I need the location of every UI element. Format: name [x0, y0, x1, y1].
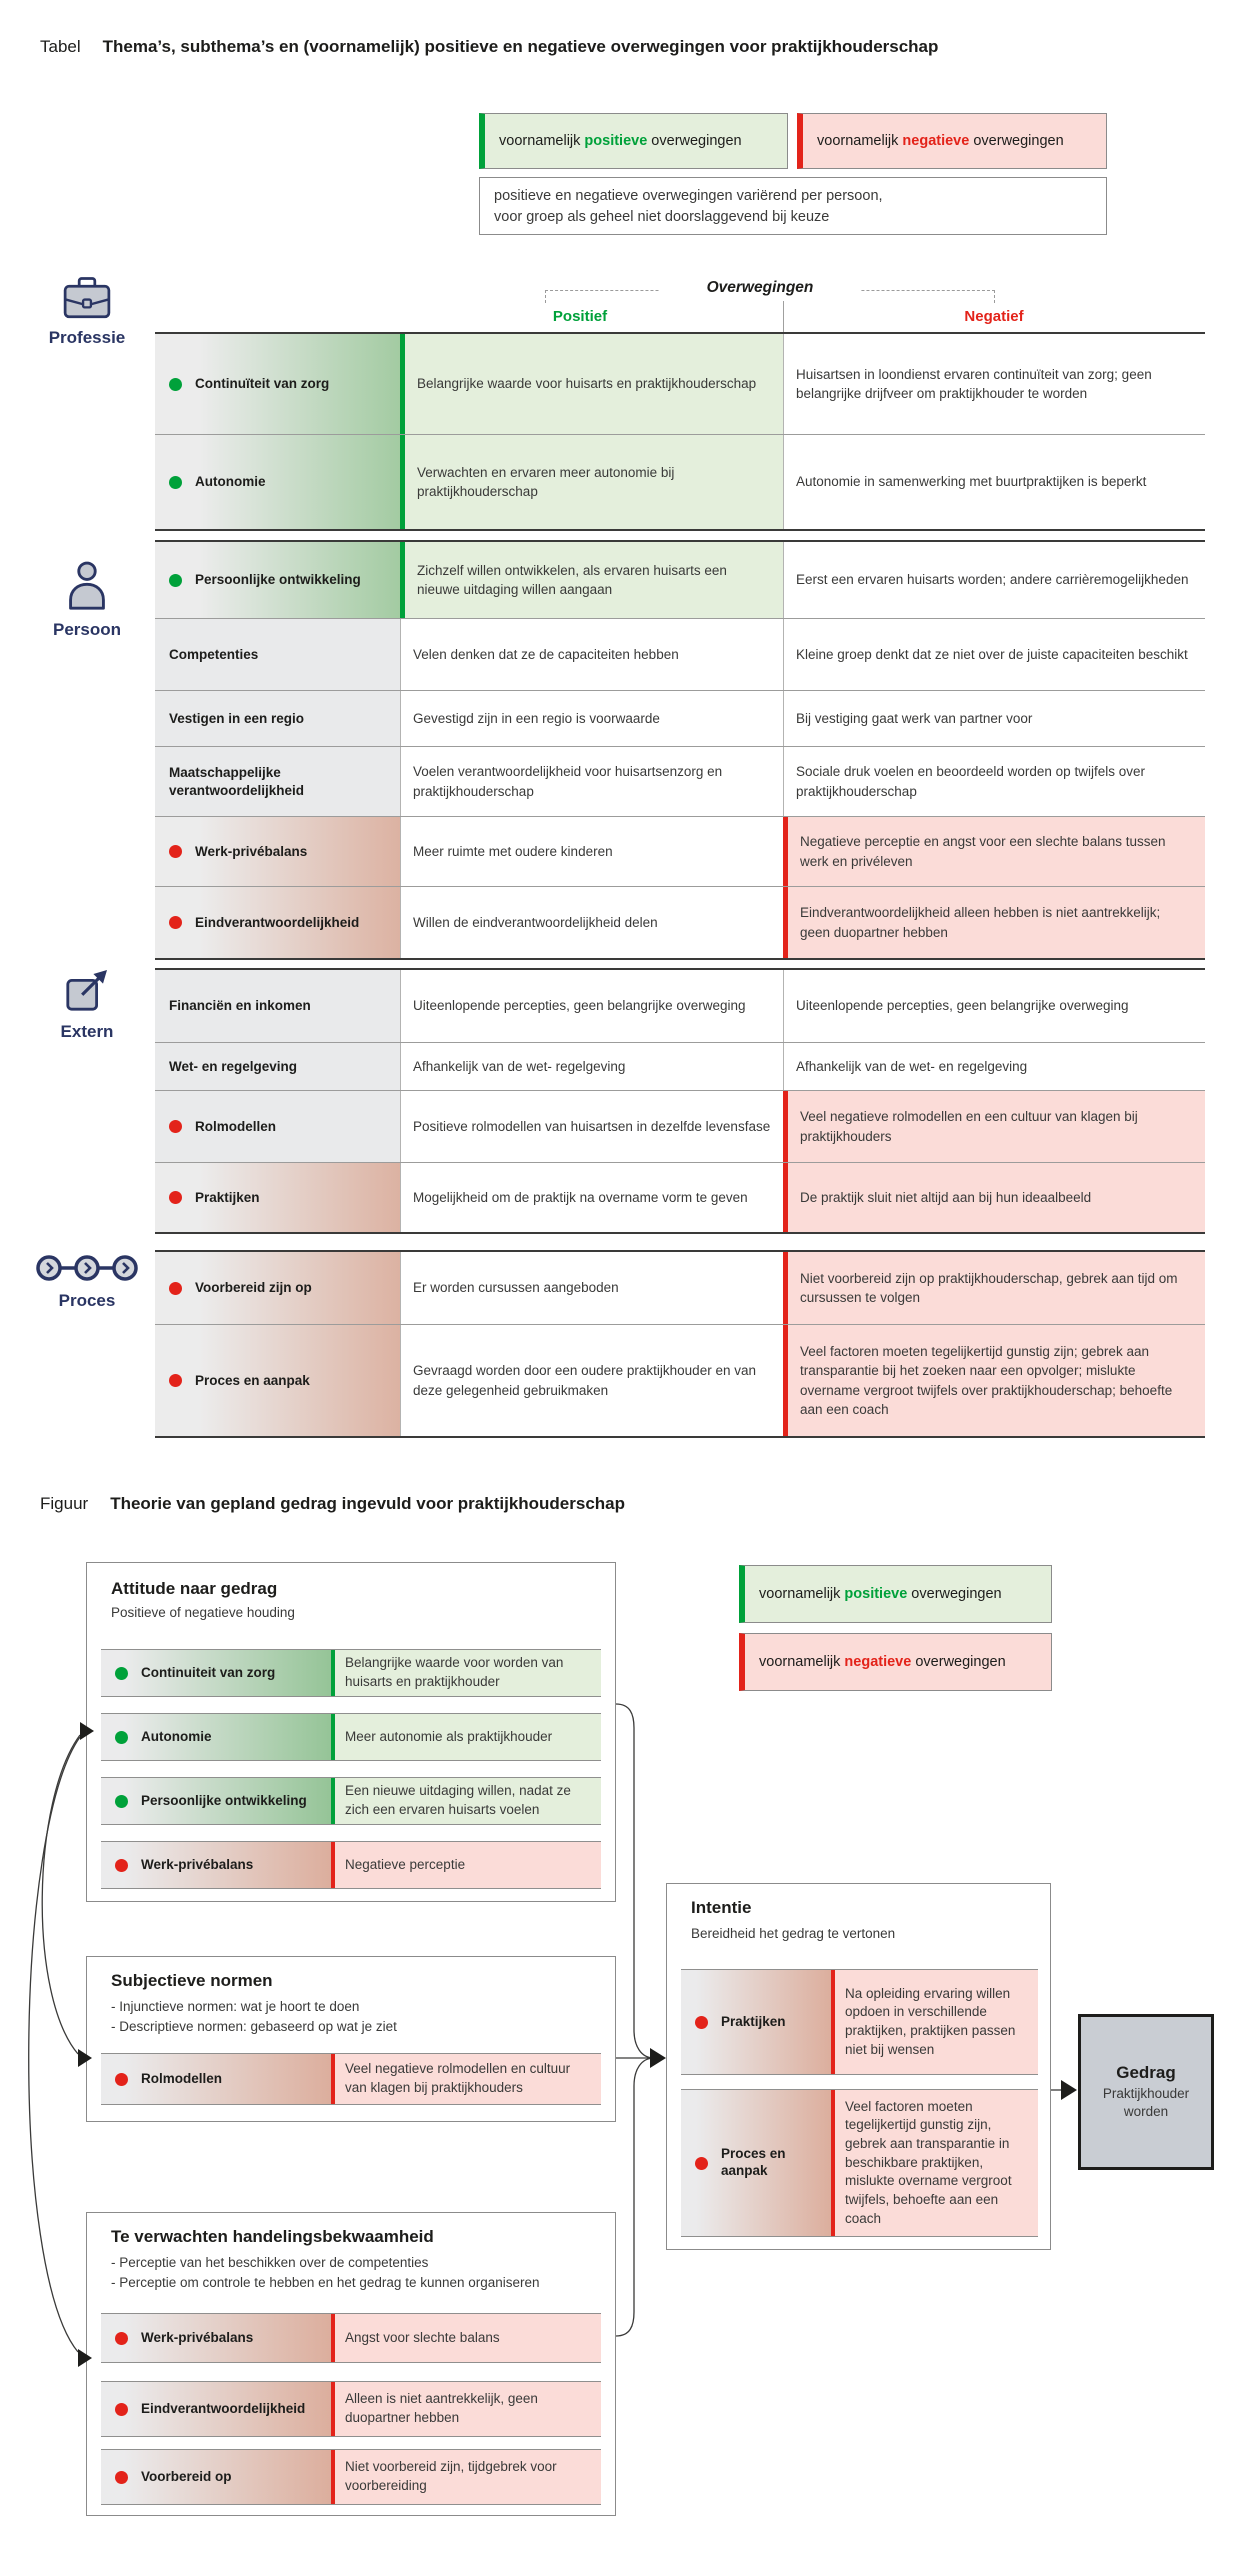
section-extern-label: Extern [60, 1022, 114, 1041]
fig-row-value [331, 2382, 601, 2436]
table-row [155, 1042, 1205, 1090]
fig-row-value [331, 1650, 601, 1696]
theme-label-cell [155, 747, 400, 816]
section-professie-icon-block [27, 276, 147, 348]
fig-row-label-cell [101, 2382, 331, 2436]
figure-kicker: Figuur [40, 1494, 89, 1513]
negative-dot-icon [695, 2157, 708, 2170]
figure-legend-positive-prefix: voornamelijk [759, 1586, 845, 1602]
negative-text: Eerst een ervaren huisarts worden; andere carrièremogelijkheden [796, 572, 1189, 588]
positive-dot-icon [115, 1667, 128, 1680]
table-row [155, 618, 1205, 690]
negative-dot-icon [115, 1859, 128, 1872]
table-row [155, 746, 1205, 816]
theme-label: Financiën en inkomen [169, 998, 311, 1014]
table-title: Thema’s, subthema’s en (voornamelijk) positieve en negatieve overwegingen voor praktijkhouderschap [102, 37, 939, 56]
negative-cell [783, 817, 1205, 886]
positive-cell [400, 747, 783, 816]
table-row [155, 1252, 1205, 1324]
negative-cell [783, 747, 1205, 816]
fig-row-label-cell [101, 1650, 331, 1696]
negative-cell [783, 691, 1205, 746]
positive-cell [400, 1091, 783, 1162]
overwegingen-header: Overwegingen [660, 279, 860, 297]
fig-row-label: Rolmodellen [141, 2070, 223, 2086]
fig-row-value-text: Angst voor slechte balans [345, 2329, 500, 2345]
intentie-row [681, 1969, 1038, 2075]
briefcase-icon [62, 276, 112, 320]
negative-cell [783, 1163, 1205, 1232]
figure-legend-positive-suffix: overwegingen [907, 1586, 1002, 1602]
handelings-title: Te verwachten handelingsbekwaamheid [111, 2227, 434, 2246]
figure-title: Theorie van gepland gedrag ingevuld voor praktijkhouderschap [110, 1494, 626, 1513]
external-link-icon [63, 966, 111, 1014]
process-icon [35, 1253, 139, 1283]
positive-text: Afhankelijk van de wet- regelgeving [413, 1058, 626, 1074]
fig-row-value-text: Na opleiding ervaring willen opdoen in verschillende praktijken, praktijken passen niet bij wensen [845, 1985, 1016, 2057]
fig-row-value-text: Veel factoren moeten tegelijkertijd gunstig zijn, gebrek aan transparantie in beschikbare praktijken, mislukte overname vergroot twijfels, behoefte aan een coach [845, 2098, 1012, 2226]
figure-legend-negative-suffix: overwegingen [911, 1654, 1006, 1670]
attitude-box [86, 1562, 616, 1902]
legend-positive-suffix: overwegingen [647, 133, 742, 149]
theme-label: Voorbereid zijn op [195, 1280, 312, 1296]
fig-row-label: Proces en aanpak [721, 2146, 786, 2178]
theme-label-cell [155, 691, 400, 746]
figure-legend-negative [739, 1633, 1052, 1691]
handelingsbekwaamheid-box [86, 2212, 616, 2516]
theme-label-cell [155, 542, 400, 618]
fig-row-label-cell [681, 2090, 831, 2236]
negative-text: Veel negatieve rolmodellen en een cultuur van klagen bij praktijkhouders [800, 1109, 1138, 1144]
fig-row-label: Autonomie [141, 1728, 212, 1744]
fig-row-value-text: Belangrijke waarde voor worden van huisarts en praktijkhouder [345, 1655, 564, 1689]
theme-label-cell [155, 1043, 400, 1090]
negative-cell [783, 435, 1205, 529]
theme-label: Praktijken [195, 1189, 260, 1205]
gedrag-title: Gedrag [1116, 2062, 1176, 2082]
positive-cell [400, 887, 783, 958]
positive-text: Voelen verantwoordelijkheid voor huisartsenzorg en praktijkhouderschap [413, 764, 723, 799]
normen-row [101, 2053, 601, 2105]
legend-positive-prefix: voornamelijk [499, 133, 585, 149]
fig-row-value-text: Alleen is niet aantrekkelijk, geen duopartner hebben [345, 2391, 538, 2425]
legend-note-line2: voor groep als geheel niet doorslaggevend bij keuze [494, 209, 830, 226]
intentie-subtitle: Bereidheid het gedrag te vertonen [691, 1926, 896, 1941]
negative-cell [783, 887, 1205, 958]
table-kicker: Tabel [40, 37, 81, 56]
theme-label-cell [155, 1252, 400, 1324]
figure-title-block [40, 1494, 625, 1514]
handelings-row [101, 2449, 601, 2505]
theme-label: Persoonlijke ontwikkeling [195, 572, 361, 588]
fig-row-value [331, 2314, 601, 2362]
figure-legend-negative-prefix: voornamelijk [759, 1654, 845, 1670]
table-row [155, 690, 1205, 746]
theme-label-cell [155, 334, 400, 434]
negative-text: Bij vestiging gaat werk van partner voor [796, 710, 1033, 726]
theme-label-cell [155, 1091, 400, 1162]
theme-label-cell [155, 1163, 400, 1232]
extern-table [155, 968, 1205, 1234]
positive-text: Zichzelf willen ontwikkelen, als ervaren huisarts een nieuwe uitdaging willen aangaan [417, 562, 727, 597]
theme-label: Rolmodellen [195, 1118, 277, 1134]
theme-label: Maatschappelijke verantwoordelijkheid [169, 764, 305, 798]
attitude-subtitle: Positieve of negatieve houding [111, 1605, 295, 1620]
positive-cell [400, 1325, 783, 1436]
table-row [155, 970, 1205, 1042]
section-persoon-icon-block [27, 560, 147, 640]
header-column-divider [783, 301, 784, 332]
positief-column-header: Positief [552, 308, 608, 325]
legend-negative-suffix: overwegingen [969, 133, 1064, 149]
negative-text: Kleine groep denkt dat ze niet over de juiste capaciteiten beschikt [796, 646, 1188, 662]
handelings-row [101, 2381, 601, 2437]
negative-dot-icon [115, 2073, 128, 2086]
positive-dot-icon [115, 1731, 128, 1744]
negative-dot-icon [169, 1282, 182, 1295]
overwegingen-bracket-tick-left [545, 290, 546, 303]
negative-text: De praktijk sluit niet altijd aan bij hun ideaalbeeld [800, 1189, 1092, 1205]
negative-text: Eindverantwoordelijkheid alleen hebben is niet aantrekkelijk; geen duopartner hebben [800, 905, 1161, 940]
fig-row-value-text: Een nieuwe uitdaging willen, nadat ze zich een ervaren huisarts voelen [345, 1783, 571, 1817]
table-row [155, 334, 1205, 434]
positive-cell [400, 1043, 783, 1090]
legend-positive [479, 113, 788, 169]
gedrag-subtitle: Praktijkhouder worden [1102, 2085, 1190, 2119]
theme-label: Wet- en regelgeving [169, 1058, 298, 1074]
fig-row-label: Voorbereid op [141, 2468, 232, 2484]
intentie-box [666, 1883, 1051, 2250]
table-row [155, 1090, 1205, 1162]
legend-negative-prefix: voornamelijk [817, 133, 903, 149]
positive-text: Mogelijkheid om de praktijk na overname vorm te geven [413, 1189, 748, 1205]
fig-row-label: Persoonlijke ontwikkeling [141, 1792, 307, 1808]
figure-legend-negative-word: negatieve [844, 1654, 912, 1670]
section-persoon-label: Persoon [52, 620, 122, 639]
fig-row-value [831, 2090, 1038, 2236]
table-row [155, 886, 1205, 958]
theme-label: Competenties [169, 646, 259, 662]
overwegingen-bracket-tick-right [994, 290, 995, 303]
negative-text: Sociale druk voelen en beoordeeld worden op twijfels over praktijkhouderschap [796, 764, 1145, 799]
positive-cell [400, 542, 783, 618]
table-row [155, 1162, 1205, 1232]
legend-note-line1: positieve en negatieve overwegingen variërend per persoon, [494, 188, 883, 204]
fig-row-value [331, 2054, 601, 2104]
table-row [155, 434, 1205, 529]
positive-text: Meer ruimte met oudere kinderen [413, 843, 613, 859]
positive-text: Velen denken dat ze de capaciteiten hebben [413, 646, 679, 662]
positive-cell [400, 1252, 783, 1324]
negative-dot-icon [695, 2016, 708, 2029]
fig-row-label: Werk-privébalans [141, 1856, 254, 1872]
negative-cell [783, 619, 1205, 690]
negative-text: Huisartsen in loondienst ervaren continuïteit van zorg; geen belangrijke drijfveer om praktijkhouder te worden [796, 366, 1152, 401]
positive-cell [400, 435, 783, 529]
negative-text: Niet voorbereid zijn op praktijkhouderschap, gebrek aan tijd om cursussen te volgen [800, 1270, 1178, 1305]
attitude-row [101, 1649, 601, 1697]
positive-text: Belangrijke waarde voor huisarts en praktijkhouderschap [417, 376, 757, 392]
fig-row-value-text: Niet voorbereid zijn, tijdgebrek voor voorbereiding [345, 2459, 557, 2493]
attitude-title: Attitude naar gedrag [111, 1579, 278, 1598]
theme-label: Autonomie [195, 474, 266, 490]
section-proces-icon-block [27, 1253, 147, 1311]
persoon-table [155, 540, 1205, 960]
theme-label: Proces en aanpak [195, 1372, 310, 1388]
positive-cell [400, 691, 783, 746]
theme-label: Vestigen in een regio [169, 710, 305, 726]
negative-dot-icon [169, 1120, 182, 1133]
theme-label-cell [155, 435, 400, 529]
fig-row-label: Werk-privébalans [141, 2329, 254, 2345]
negative-cell [783, 1091, 1205, 1162]
negative-text: Afhankelijk van de wet- en regelgeving [796, 1058, 1028, 1074]
positive-cell [400, 1163, 783, 1232]
fig-row-label-cell [101, 1778, 331, 1824]
theme-label-cell [155, 887, 400, 958]
negative-text: Uiteenlopende percepties, geen belangrijke overweging [796, 998, 1129, 1014]
gedrag-box [1078, 2014, 1214, 2170]
fig-row-label: Eindverantwoordelijkheid [141, 2400, 306, 2416]
theme-label-cell [155, 970, 400, 1042]
negative-text: Negatieve perceptie en angst voor een slechte balans tussen werk en privéleven [800, 834, 1166, 869]
legend-negative [797, 113, 1107, 169]
fig-row-label: Continuiteit van zorg [141, 1664, 276, 1680]
fig-row-label: Praktijken [721, 2013, 786, 2029]
fig-row-value [331, 1714, 601, 1760]
negative-cell [783, 1325, 1205, 1436]
section-proces-label: Proces [58, 1291, 116, 1310]
positive-cell [400, 334, 783, 434]
positive-cell [400, 619, 783, 690]
positive-dot-icon [169, 574, 182, 587]
fig-row-label-cell [101, 1842, 331, 1888]
positive-text: Positieve rolmodellen van huisartsen in dezelfde levensfase [413, 1118, 771, 1134]
handelings-row [101, 2313, 601, 2363]
negative-cell [783, 1043, 1205, 1090]
proces-table [155, 1250, 1205, 1438]
positive-text: Uiteenlopende percepties, geen belangrijke overweging [413, 998, 746, 1014]
positive-text: Gevraagd worden door een oudere praktijkhouder en van deze gelegenheid gebruikmaken [413, 1363, 756, 1398]
fig-row-value [331, 1778, 601, 1824]
negative-dot-icon [115, 2403, 128, 2416]
fig-row-value [831, 1970, 1038, 2074]
intentie-title: Intentie [691, 1898, 752, 1917]
fig-row-label-cell [101, 2054, 331, 2104]
theme-label: Continuïteit van zorg [195, 376, 330, 392]
fig-row-label-cell [101, 2450, 331, 2504]
fig-row-value-text: Veel negatieve rolmodellen en cultuur van klagen bij praktijkhouders [345, 2061, 571, 2095]
negatief-column-header: Negatief [964, 308, 1024, 325]
negative-text: Autonomie in samenwerking met buurtpraktijken is beperkt [796, 474, 1147, 490]
negative-dot-icon [169, 916, 182, 929]
fig-row-label-cell [681, 1970, 831, 2074]
table-title-block [40, 37, 938, 57]
theme-label: Eindverantwoordelijkheid [195, 914, 360, 930]
negative-cell [783, 970, 1205, 1042]
normen-title: Subjectieve normen [111, 1971, 273, 1990]
handelings-bullet-1: - Perceptie van het beschikken over de competenties [111, 2255, 429, 2270]
table-row [155, 542, 1205, 618]
positive-cell [400, 970, 783, 1042]
normen-bullet-2: - Descriptieve normen: gebaseerd op wat je ziet [111, 2019, 397, 2034]
negative-text: Veel factoren moeten tegelijkertijd gunstig zijn; gebrek aan transparantie bij het zoeken naar een opvolger; mislukte overname vergroot twijfels over praktijkhouderschap; behoefte aan een coach [800, 1344, 1173, 1417]
positive-cell [400, 817, 783, 886]
handelings-bullet-2: - Perceptie om controle te hebben en het gedrag te kunnen organiseren [111, 2275, 540, 2290]
negative-cell [783, 542, 1205, 618]
arrowhead-into-intentie [650, 2048, 666, 2068]
negative-dot-icon [115, 2332, 128, 2345]
fig-row-label-cell [101, 1714, 331, 1760]
legend-negative-word: negatieve [902, 133, 970, 149]
attitude-row [101, 1841, 601, 1889]
theme-label-cell [155, 619, 400, 690]
negative-dot-icon [169, 1374, 182, 1387]
positive-dot-icon [115, 1795, 128, 1808]
fig-row-value-text: Meer autonomie als praktijkhouder [345, 1728, 553, 1744]
normen-bullet-1: - Injunctieve normen: wat je hoort te doen [111, 1999, 360, 2014]
legend-note [479, 177, 1107, 235]
negative-dot-icon [169, 1191, 182, 1204]
person-icon [64, 560, 110, 612]
subjectieve-normen-box [86, 1956, 616, 2122]
attitude-row [101, 1777, 601, 1825]
legend-positive-word: positieve [584, 133, 648, 149]
positive-dot-icon [169, 476, 182, 489]
section-professie-label: Professie [48, 328, 126, 347]
theme-label: Werk-privébalans [195, 843, 308, 859]
negative-dot-icon [169, 845, 182, 858]
theme-label-cell [155, 1325, 400, 1436]
fig-row-value [331, 2450, 601, 2504]
positive-dot-icon [169, 378, 182, 391]
fig-row-label-cell [101, 2314, 331, 2362]
figure-legend-positive-word: positieve [844, 1586, 908, 1602]
negative-cell [783, 334, 1205, 434]
negative-dot-icon [115, 2471, 128, 2484]
table-row [155, 816, 1205, 886]
professie-table [155, 332, 1205, 531]
table-row [155, 1324, 1205, 1436]
positive-text: Er worden cursussen aangeboden [413, 1280, 619, 1296]
negative-cell [783, 1252, 1205, 1324]
positive-text: Verwachten en ervaren meer autonomie bij praktijkhouderschap [417, 464, 675, 499]
fig-row-value-text: Negatieve perceptie [345, 1856, 466, 1872]
figure-legend-positive [739, 1565, 1052, 1623]
section-extern-icon-block [27, 966, 147, 1042]
positive-text: Gevestigd zijn in een regio is voorwaarde [413, 710, 660, 726]
attitude-row [101, 1713, 601, 1761]
positive-text: Willen de eindverantwoordelijkheid delen [413, 914, 658, 930]
arrowhead-into-gedrag [1061, 2080, 1077, 2100]
intentie-row [681, 2089, 1038, 2237]
fig-row-value [331, 1842, 601, 1888]
theme-label-cell [155, 817, 400, 886]
